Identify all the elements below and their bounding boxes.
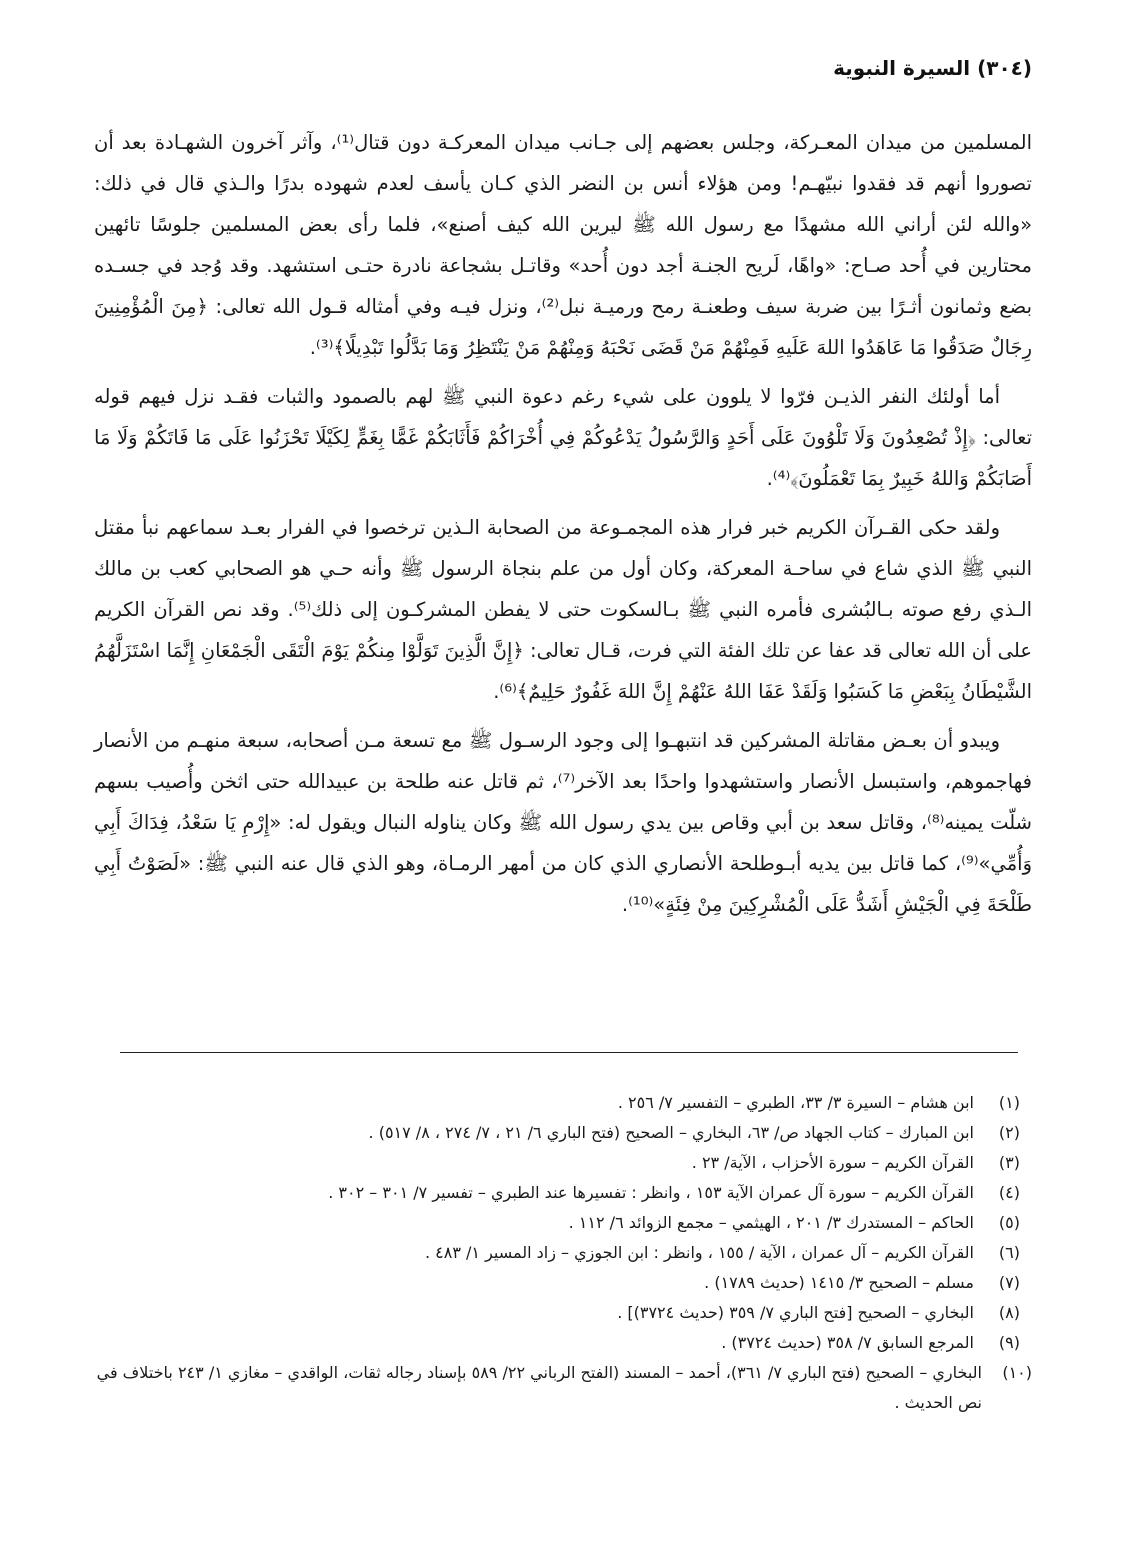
footnote bbox=[94, 1088, 1032, 1118]
footnote bbox=[94, 1208, 1032, 1238]
footnote-text: مسلم – الصحيح ٣/ ١٤١٥ (حديث ١٧٨٩) . bbox=[704, 1273, 974, 1292]
paragraph: ويبدو أن بعـض مقاتلة المشركين قد انتبهـوا إلى وجود الرسـول ﷺ مع تسعة مـن أصحابه، سبعة منهـم من الأنصار فهاجموهم، واستبسل الأنصار واستشهدوا واحدًا بعد الآخر⁽⁷⁾، ثم قاتل عنه طلحة بن عبيدالله حتى اثخن وأُصيب بسهم شلّت يمينه⁽⁸⁾، وقاتل سعد بن أبي وقاص بين يدي رسول الله ﷺ وكان يناوله النبال ويقول له: «إِرْمِ يَا سَعْدُ، فِدَاكَ أَبِي وَأُمِّي»⁽⁹⁾، كما قاتل بين يديه أبـوطلحة الأنصاري الذي كان من أمهر الرمـاة، وهو الذي قال عنه النبي ﷺ: «لَصَوْتُ أَبِي طَلْحَةَ فِي الْجَيْشِ أَشَدُّ عَلَى الْمُشْرِكِينَ مِنْ فِئَةٍ»⁽¹⁰⁾. bbox=[94, 729, 1033, 916]
footnote-text: القرآن الكريم – سورة آل عمران الآية ١٥٣ ، وانظر : تفسيرها عند الطبري – تفسير ٧/ ٣٠١ – ٣٠٢ . bbox=[328, 1183, 974, 1202]
footnote-number: (٨) bbox=[998, 1303, 1020, 1322]
footnote-number: (٥) bbox=[998, 1213, 1020, 1232]
footnote bbox=[94, 1148, 1032, 1178]
footnote-text: البخاري – الصحيح (فتح الباري ٧/ ٣٦١)، أحمد – المسند (الفتح الرباني ٢٢/ ٥٨٩ بإسناد رجاله ثقات، الواقدي – مغازي ١/ ٢٤٣ باختلاف في نص الحديث . bbox=[96, 1363, 982, 1412]
footnote-number: (٣) bbox=[998, 1153, 1020, 1172]
footnote-number: (٤) bbox=[998, 1183, 1020, 1202]
footnote-number: (١) bbox=[998, 1093, 1020, 1112]
paragraph: أما أولئك النفر الذيـن فرّوا لا يلوون على شيء رغم دعوة النبي ﷺ لهم بالصمود والثبات فقـد نزل فيهم قوله تعالى: ﴿إِذْ تُصْعِدُونَ وَلَا تَلْوُونَ عَلَى أَحَدٍ وَالرَّسُولُ يَدْعُوكُمْ فِي أُخْرَاكُمْ فَأَثَابَكُمْ غَمًّا بِغَمٍّ لِكَيْلَا تَحْزَنُوا عَلَى مَا فَاتَكُمْ وَلَا مَا أَصَابَكُمْ وَاللهُ خَبِيرٌ بِمَا تَعْمَلُونَ﴾⁽⁴⁾. bbox=[94, 385, 1032, 490]
footnote-text: القرآن الكريم – آل عمران ، الآية / ١٥٥ ، وانظر : ابن الجوزي – زاد المسير ١/ ٤٨٣ . bbox=[424, 1243, 974, 1262]
footnote-text: القرآن الكريم – سورة الأحزاب ، الآية/ ٢٣ . bbox=[691, 1153, 974, 1172]
footnote-number: (٢) bbox=[998, 1123, 1020, 1142]
footnote bbox=[94, 1238, 1032, 1268]
footnote-separator bbox=[120, 1052, 1018, 1053]
footnote-number: (١٠) bbox=[1002, 1363, 1032, 1382]
paragraph: ولقد حكى القـرآن الكريم خبر فرار هذه المجمـوعة من الصحابة الـذين ترخصوا في الفرار بعـد سماعهم نبأ مقتل النبي ﷺ الذي شاع في ساحـة المعركة، وكان أول من علم بنجاة الرسول ﷺ وأنه حـي هو الصحابي كعب بن مالك الـذي رفع صوته بـالبُشرى فأمره النبي ﷺ بـالسكوت حتى لا يفطن المشركـون إلى ذلك⁽⁵⁾. وقد نص القرآن الكريم على أن الله تعالى قد عفا عن تلك الفئة التي فرت، قـال تعالى: ﴿إِنَّ الَّذِينَ تَوَلَّوْا مِنكُمْ يَوْمَ الْتَقَى الْجَمْعَانِ إِنَّمَا اسْتَزَلَّهُمُ الشَّيْطَانُ بِبَعْضِ مَا كَسَبُوا وَلَقَدْ عَفَا اللهُ عَنْهُمْ إِنَّ اللهَ غَفُورٌ حَلِيمٌ﴾⁽⁶⁾. bbox=[94, 516, 1032, 703]
footnote bbox=[94, 1298, 1032, 1328]
footnote-text: البخاري – الصحيح [فتح الباري ٧/ ٣٥٩ (حديث ٣٧٢٤)] . bbox=[617, 1303, 974, 1322]
footnote-text: المرجع السابق ٧/ ٣٥٨ (حديث ٣٧٢٤) . bbox=[721, 1333, 974, 1352]
footnote-text: ابن المبارك – كتاب الجهاد ص/ ٦٣، البخاري – الصحيح (فتح الباري ٦/ ٢١ ، ٧/ ٢٧٤ ، ٨/ ٥١٧) . bbox=[368, 1123, 974, 1142]
footnote-text: الحاكم – المستدرك ٣/ ٢٠١ ، الهيثمي – مجمع الزوائد ٦/ ١١٢ . bbox=[568, 1213, 974, 1232]
main-text bbox=[94, 122, 1032, 933]
footnote bbox=[94, 1178, 1032, 1208]
footnote bbox=[94, 1358, 1032, 1418]
running-header: (٣٠٤) السيرة النبوية bbox=[833, 56, 1032, 80]
paragraph: المسلمين من ميدان المعـركة، وجلس بعضهم إلى جـانب ميدان المعركـة دون قتال⁽¹⁾، وآثر آخرون الشهـادة بعد أن تصوروا أنهم قد فقدوا نبيّهـم! ومن هؤلاء أنس بن النضر الذي كـان يأسف لعدم شهوده بدرًا والـذي قال في ذلك: «والله لئن أراني الله مشهدًا مع رسول الله ﷺ ليرين الله كيف أصنع»، فلما رأى بعض المسلمين جلوسًا تائهين محتارين في أُحد صـاح: «واهًا، لَريح الجنـة أجد دون أُحد» وقاتـل بشجاعة نادرة حتـى استشهد. وقد وُجد في جسـده بضع وثمانون أثـرًا بين ضربة سيف وطعنـة رمح ورميـة نبل⁽²⁾، ونزل فيـه وفي أمثاله قـول الله تعالى: ﴿مِنَ الْمُؤْمِنِينَ رِجَالٌ صَدَقُوا مَا عَاهَدُوا اللهَ عَلَيهِ فَمِنْهُمْ مَنْ قَضَى نَحْبَهُ وَمِنْهُمْ مَنْ يَنْتَظِرُ وَمَا بَدَّلُوا تَبْدِيلًا﴾⁽³⁾. bbox=[94, 131, 1033, 359]
footnote-number: (٧) bbox=[998, 1273, 1020, 1292]
footnote bbox=[94, 1328, 1032, 1358]
footnote-number: (٩) bbox=[998, 1333, 1020, 1352]
footnote bbox=[94, 1268, 1032, 1298]
footnotes bbox=[94, 1088, 1032, 1418]
footnote bbox=[94, 1118, 1032, 1148]
footnote-text: ابن هشام – السيرة ٣/ ٣٣، الطبري – التفسير ٧/ ٢٥٦ . bbox=[617, 1093, 974, 1112]
footnote-number: (٦) bbox=[998, 1243, 1020, 1262]
